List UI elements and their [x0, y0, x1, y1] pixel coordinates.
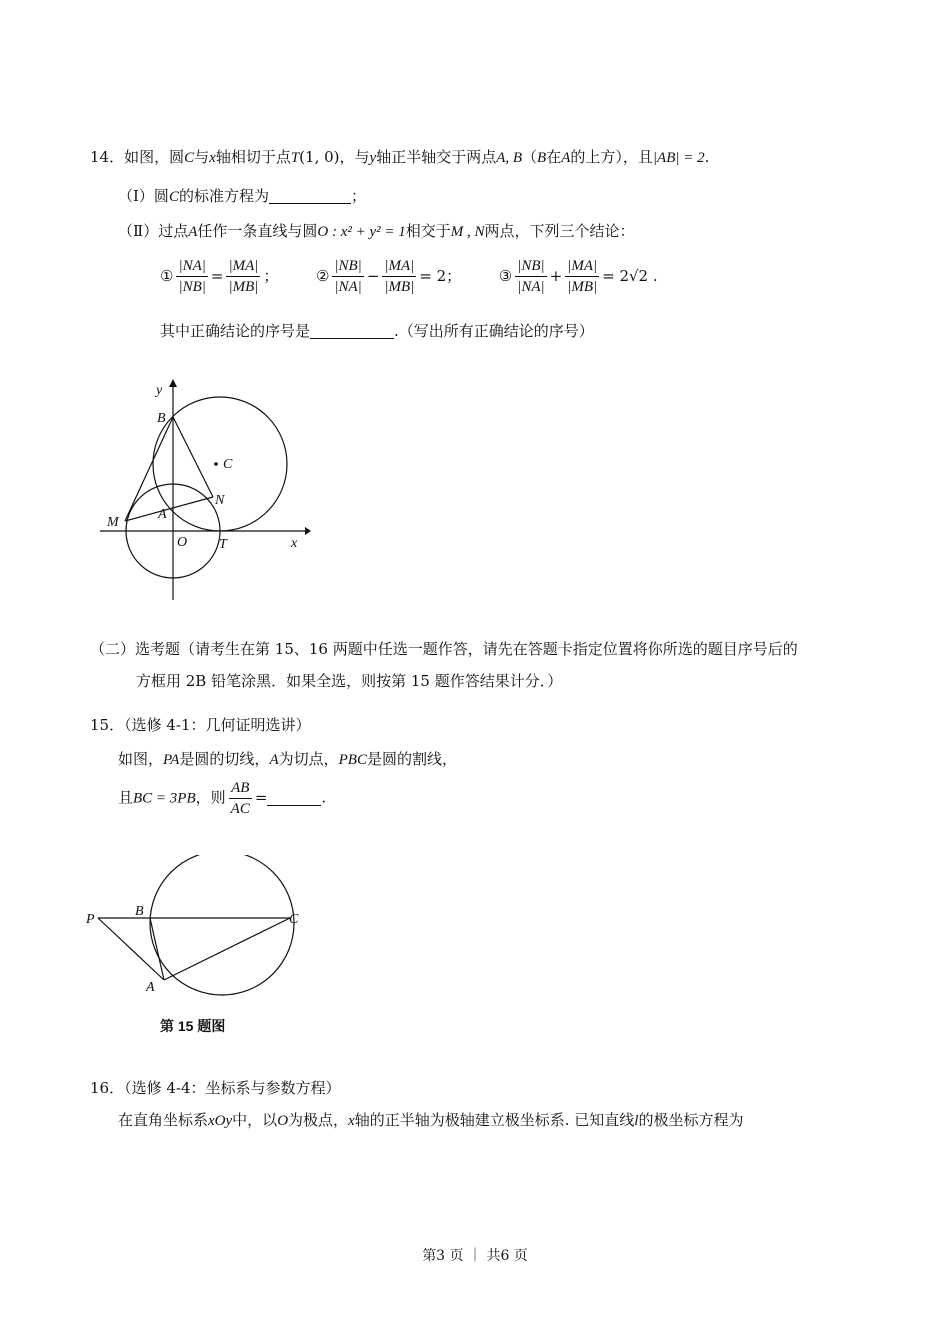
- label-C: C: [223, 457, 233, 472]
- conclusion-2: ② $\frac{|NB|}{|NA|}$ − $\frac{|MA|}{|MB|}$ = 2；: [315, 258, 462, 295]
- q15-line2: 且BC = 3PB，则 $\frac{AB}{AC}$ = .: [118, 780, 327, 817]
- q14-conclusions: [160, 256, 658, 297]
- q15-title: 15．（选修 4-1：几何证明选讲）: [90, 716, 311, 734]
- label-C: C: [289, 912, 299, 927]
- q14-part2: （Ⅱ）过点A任作一条直线与圆O : x² + y² = 1相交于M , N两点，下列三个结论：: [118, 222, 635, 240]
- label-x: x: [291, 536, 298, 551]
- q14-stem: 14．如图，圆C与x轴相切于点T(1, 0)，与y轴正半轴交于两点A, B（B在A的上方），且|AB| = 2.: [90, 148, 710, 166]
- conclusion-3: ③ $\frac{|NB|}{|NA|}$ + $\frac{|MA|}{|MB|}$ = 2√2 .: [498, 258, 658, 295]
- q16-title: 16．（选修 4-4：坐标系与参数方程）: [90, 1079, 341, 1097]
- label-O: O: [177, 535, 188, 550]
- q15-line1: 如图，PA是圆的切线，A为切点，PBC是圆的割线，: [118, 750, 457, 768]
- q14-ask: 其中正确结论的序号是 .（写出所有正确结论的序号）: [160, 322, 594, 340]
- label-A: A: [146, 980, 155, 995]
- answer-blank-3[interactable]: [267, 791, 321, 806]
- label-M: M: [107, 515, 119, 530]
- label-P: P: [86, 912, 95, 927]
- answer-blank-1[interactable]: [269, 189, 351, 204]
- section-header-line1: （二）选考题（请考生在第 15、16 两题中任选一题作答，请先在答题卡指定位置将你所选的题目序号后的: [90, 640, 798, 658]
- q15-figure: [82, 855, 312, 1009]
- section-header-line2: 方框用 2B 铅笔涂黑．如果全选，则按第 15 题作答结果计分．）: [136, 672, 563, 690]
- label-B: B: [135, 904, 144, 919]
- label-N: N: [215, 493, 225, 508]
- q14-part1: （Ⅰ）圆C的标准方程为 ；: [118, 187, 366, 205]
- q16-line1: 在直角坐标系xOy中，以O为极点，x轴的正半轴为极轴建立极坐标系. 已知直线l的极坐标方程为: [118, 1111, 744, 1129]
- label-T: T: [219, 537, 227, 552]
- page-footer: 第3 页 ｜ 共6 页: [422, 1248, 528, 1264]
- label-A: A: [158, 507, 167, 522]
- answer-blank-2[interactable]: [310, 324, 394, 339]
- label-B: B: [157, 411, 166, 426]
- label-y: y: [156, 383, 163, 398]
- q14-figure: [95, 375, 325, 609]
- conclusion-1: ① $\frac{|NA|}{|NB|}$ = $\frac{|MA|}{|MB|}$ ；: [160, 258, 279, 295]
- q15-figure-caption: 第 15 题图: [160, 1018, 226, 1034]
